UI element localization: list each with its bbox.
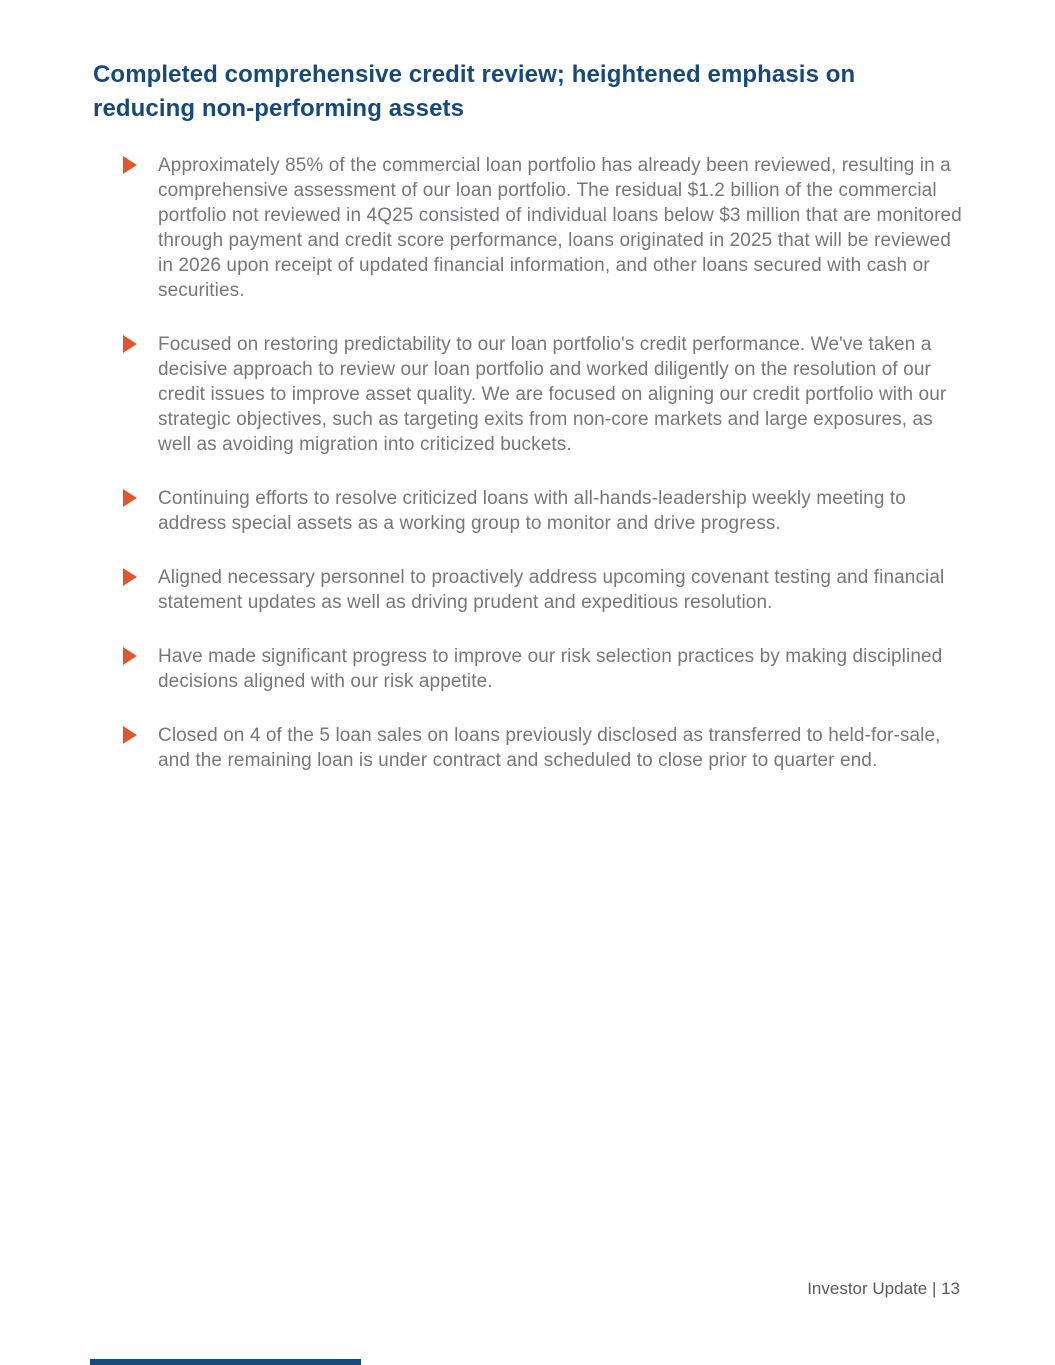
bullet-triangle-icon	[123, 335, 137, 353]
footer-accent-bar	[90, 1359, 361, 1365]
footer-page-label: Investor Update | 13	[807, 1279, 960, 1298]
bullet-item	[0, 332, 1055, 457]
bullet-text: Approximately 85% of the commercial loan portfolio has already been reviewed, resulting in a comprehensive assessment of our loan portfolio. The residual $1.2 billion of the commercial portfolio not reviewed in 4Q25 consisted of individual loans below $3 million that are monitored through payment and credit score performance, loans originated in 2025 that will be reviewed in 2026 upon receipt of updated financial information, and other loans secured with cash or securities.	[158, 155, 962, 301]
bullet-text: Continuing efforts to resolve criticized loans with all-hands-leadership weekly meeting to address special assets as a working group to monitor and drive progress.	[158, 488, 906, 534]
bullet-triangle-icon	[123, 568, 137, 586]
bullet-item	[0, 486, 1055, 536]
bullet-triangle-icon	[123, 489, 137, 507]
bullet-list	[0, 153, 1055, 773]
bullet-triangle-icon	[123, 156, 137, 174]
bullet-triangle-icon	[123, 647, 137, 665]
bullet-text: Closed on 4 of the 5 loan sales on loans previously disclosed as transferred to held-for-sale, and the remaining loan is under contract and scheduled to close prior to quarter end.	[158, 725, 941, 771]
bullet-triangle-icon	[123, 726, 137, 744]
bullet-text: Aligned necessary personnel to proactively address upcoming covenant testing and financial statement updates as well as driving prudent and expeditious resolution.	[158, 567, 945, 613]
bullet-item	[0, 723, 1055, 773]
page-title: Completed comprehensive credit review; heightened emphasis on reducing non-performing assets	[93, 61, 856, 122]
bullet-item	[0, 644, 1055, 694]
bullet-item	[0, 565, 1055, 615]
bullet-item	[0, 153, 1055, 303]
bullet-text: Have made significant progress to improve our risk selection practices by making disciplined decisions aligned with our risk appetite.	[158, 646, 943, 692]
bullet-text: Focused on restoring predictability to our loan portfolio's credit performance. We've taken a decisive approach to review our loan portfolio and worked diligently on the resolution of our credit issues to improve asset quality. We are focused on aligning our credit portfolio with our strategic objectives, such as targeting exits from non-core markets and large exposures, as well as avoiding migration into criticized buckets.	[158, 334, 947, 455]
